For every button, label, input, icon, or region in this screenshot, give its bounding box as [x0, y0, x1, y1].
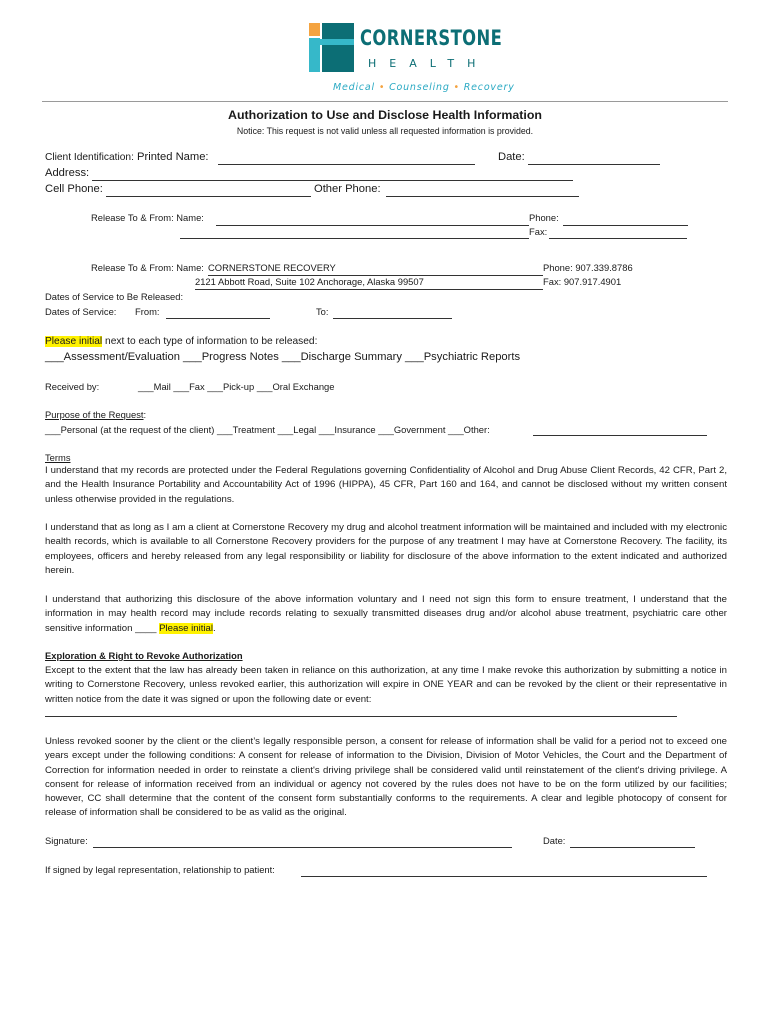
purpose-heading: Purpose of the Request:: [45, 409, 147, 420]
logo-square-teal-large: [322, 23, 354, 72]
logo-brand-subtitle: HEALTH: [368, 57, 489, 70]
release-1-phone-field[interactable]: [563, 225, 688, 226]
release-2-phone-value: Phone: 907.339.8786: [543, 262, 633, 273]
to-date-field[interactable]: [333, 318, 452, 319]
purpose-other-field[interactable]: [533, 435, 707, 436]
header-divider: [42, 101, 728, 102]
release-2-address-line: [195, 289, 543, 290]
date-label: Date:: [498, 151, 525, 163]
received-by-options[interactable]: ___Mail ___Fax ___Pick-up ___Oral Exchange: [138, 381, 335, 392]
form-title: Authorization to Use and Disclose Health Information: [228, 108, 542, 122]
from-label: From:: [135, 306, 160, 317]
release-1-phone-label: Phone:: [529, 212, 559, 223]
terms-paragraph-3: I understand that authorizing this disclosure of the above information voluntary and I need not sign this form to ensure treatment, I understand that the information in may health record may include records relating to sexually transmitted diseases drug and/or alcohol abuse treatment, psychiatric care other sensitive information ____ Please initial.: [45, 594, 727, 634]
release-1-address-field[interactable]: [180, 238, 529, 239]
please-initial-highlight: Please initial: [45, 336, 103, 347]
other-phone-field[interactable]: [386, 196, 579, 197]
signature-date-field[interactable]: [570, 847, 695, 848]
terms-paragraph-1: I understand that my records are protected under the Federal Regulations governing Confidentiality of Alcohol and Drug Abuse Client Records, 42 CFR, Part 2, and the Health Insurance Portability and Accountability Act of 1996 (HIPPA), 45 CFR, Part 160 and 164, and cannot be disclosed without my written consent unless otherwise provided in the regulations.: [45, 465, 727, 505]
legal-representation-field[interactable]: [301, 876, 707, 877]
cell-phone-label: Cell Phone:: [45, 183, 103, 195]
other-phone-label: Other Phone:: [314, 183, 381, 195]
release-1-label: Release To & From: Name:: [91, 212, 204, 223]
form-notice: Notice: This request is not valid unless all requested information is provided.: [236, 126, 534, 136]
revoke-paragraph-1: Except to the extent that the law has already been taken in reliance on this authorization, at any time I make revoke this authorization by submitting a notice in writing to Cornerstone Recovery, unless revoked earlier, this authorization will expire in ONE YEAR and can be revoked by the client or their representative in written notice from the date it was signed or upon the following date or event:: [45, 665, 727, 705]
printed-name-field[interactable]: [218, 164, 475, 165]
revoke-heading: Exploration & Right to Revoke Authorization: [45, 650, 243, 661]
received-by-label: Received by:: [45, 381, 100, 392]
terms-heading: Terms: [45, 452, 71, 463]
please-initial-highlight-2: Please initial: [159, 622, 213, 634]
release-1-fax-field[interactable]: [549, 238, 687, 239]
logo-brand-name: CORNERSTONE: [360, 26, 503, 50]
dates-of-service-label: Dates of Service:: [45, 306, 117, 317]
purpose-options[interactable]: ___Personal (at the request of the client) ___Treatment ___Legal ___Insurance ___Government ___Other:: [45, 424, 490, 435]
address-label: Address:: [45, 167, 90, 179]
client-identification-label: Client Identification: Printed Name:: [45, 151, 209, 163]
cell-phone-field[interactable]: [106, 196, 311, 197]
release-2-label: Release To & From: Name:: [91, 262, 204, 273]
release-2-address-value: 2121 Abbott Road, Suite 102 Anchorage, Alaska 99507: [195, 276, 424, 287]
signature-field[interactable]: [93, 847, 512, 848]
signature-label: Signature:: [45, 835, 88, 846]
to-label: To:: [316, 306, 329, 317]
terms-paragraph-2: I understand that as long as I am a client at Cornerstone Recovery my drug and alcohol treatment information will be maintained and included with my electronic health records, which is available to all Cornerstone Recovery providers for the purpose of any treatment I may have at Cornerstone Recovery. The facility, its employees, officers and hereby released from any legal responsibility or liability for disclosure of the above information to the extent indicated and authorized herein.: [45, 522, 727, 576]
from-date-field[interactable]: [166, 318, 270, 319]
release-1-name-field[interactable]: [216, 225, 529, 226]
legal-representation-label: If signed by legal representation, relationship to patient:: [45, 864, 275, 875]
logo-tagline: Medical • Counseling • Recovery: [333, 82, 515, 93]
revoke-date-event-field[interactable]: [45, 716, 677, 717]
revoke-paragraph-2: Unless revoked sooner by the client or the client’s legally responsible person, a consent for release of information shall be valid for a period not to exceed one years except under the following conditions: A consent for release of information to the Division, Division of Motor Vehicles, the Court and the Department of Correction for information needed in order to reinstate a client's driving privilege shall be considered valid until reinstatement of the client's driving privilege. A consent for release of information received from an individual or agency not covered by the rules does not have to be on the form utilized by our facilities; however, CC shall determine that the content of the consent form substantially conforms to the requirements. A clear and legible photocopy of consent for release of information shall be considered to be as valid as the original.: [45, 736, 727, 819]
dates-released-label: Dates of Service to Be Released:: [45, 291, 184, 302]
information-types-line[interactable]: ___Assessment/Evaluation ___Progress Notes ___Discharge Summary ___Psychiatric Reports: [45, 351, 521, 363]
date-field[interactable]: [528, 164, 660, 165]
initials-instruction: Please initial next to each type of information to be released:: [45, 336, 318, 347]
release-2-name-value: CORNERSTONE RECOVERY: [208, 262, 336, 273]
address-field[interactable]: [92, 180, 573, 181]
release-2-fax-value: Fax: 907.917.4901: [543, 276, 622, 287]
signature-date-label: Date:: [543, 835, 566, 846]
logo-square-orange: [309, 23, 320, 36]
logo-bar-cyan: [309, 39, 354, 45]
release-1-fax-label: Fax:: [529, 226, 548, 237]
